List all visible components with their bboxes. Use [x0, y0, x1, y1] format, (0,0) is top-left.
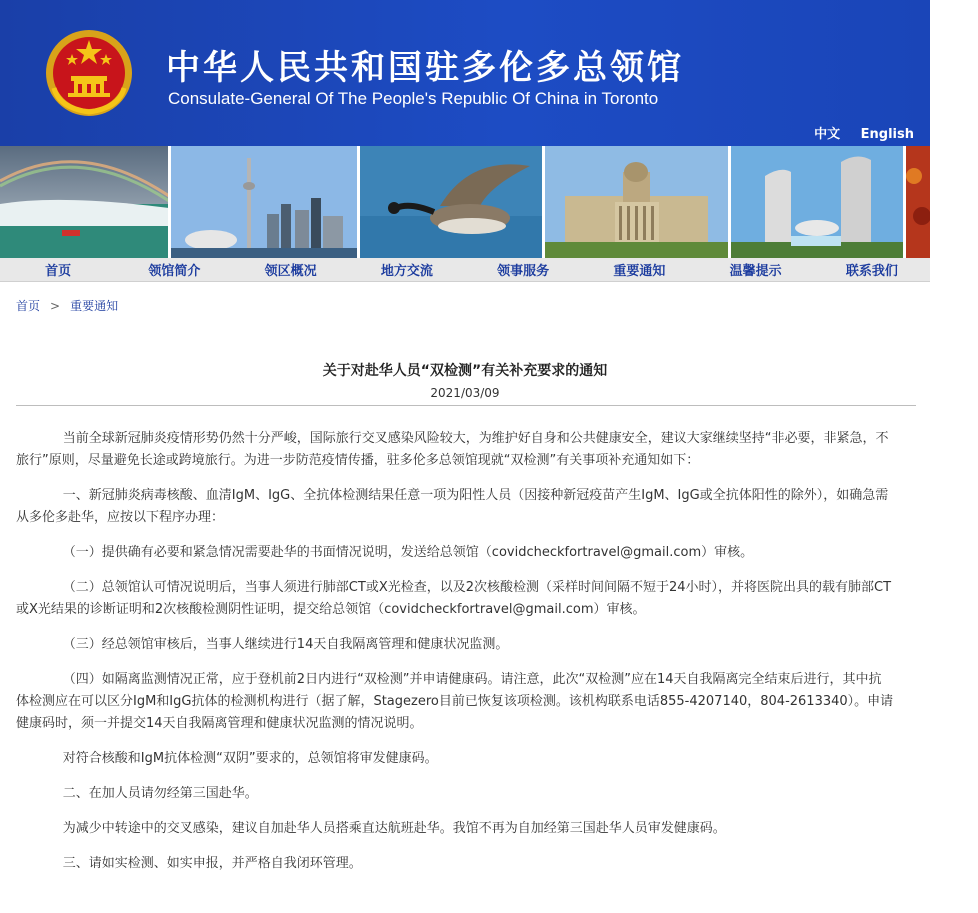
photo-strip: [0, 146, 930, 258]
article-paragraph: （一）提供确有必要和紧急情况需要赴华的书面情况说明，发送给总领馆（covidcheckfortravel@gmail.com）审核。: [62, 545, 754, 560]
site-title-en: Consulate-General Of The People's Republic Of China in Toronto: [168, 89, 659, 108]
city-hall-photo: [731, 146, 903, 258]
canada-goose-photo: [360, 146, 542, 258]
breadcrumb-home[interactable]: 首页: [16, 299, 41, 313]
nav-home[interactable]: 首页: [45, 264, 72, 279]
site-header: [0, 0, 930, 146]
title-divider: [16, 405, 916, 406]
national-emblem-icon: [44, 28, 134, 118]
lang-english-link[interactable]: English: [860, 127, 914, 142]
article-title: 关于对赴华人员“双检测”有关补充要求的通知: [322, 363, 608, 379]
nav-local-exchange[interactable]: 地方交流: [380, 264, 433, 279]
article-paragraph: 二、在加人员请勿经第三国赴华。: [62, 786, 258, 801]
breadcrumb: [16, 297, 118, 314]
article-paragraph: （三）经总领馆审核后，当事人继续进行14天自我隔离管理和健康状况监测。: [62, 637, 509, 652]
article-paragraph: 一、新冠肺炎病毒核酸、血清IgM、IgG、全抗体检测结果任意一项为阳性人员（因接种新冠疫苗产生IgM、IgG或全抗体阳性的除外），如确急需从多伦多赴华，应按以下程序办理：: [16, 488, 889, 525]
legislature-building-photo: [545, 146, 727, 258]
article-paragraph: （二）总领馆认可情况说明后，当事人须进行肺部CT或X光检查，以及2次核酸检测（采样时间间隔不短于24小时），并将医院出具的载有肺部CT或X光结果的诊断证明和2次核酸检测阴性证明，提交给总领馆（covidcheckfortravel@gmail.com）审核。: [16, 580, 892, 617]
nav-important-notices[interactable]: 重要通知: [613, 264, 666, 279]
page: [0, 0, 930, 279]
article-body: [16, 428, 894, 888]
article-paragraph: 三、请如实检测、如实申报，并严格自我闭环管理。: [62, 856, 362, 871]
nav-reminders[interactable]: 温馨提示: [729, 264, 782, 279]
toronto-skyline-cn-tower-photo: [171, 146, 356, 258]
breadcrumb-current[interactable]: 重要通知: [70, 299, 119, 313]
autumn-leaves-photo: [906, 146, 930, 258]
language-switcher: [798, 123, 914, 142]
breadcrumb-separator: >: [50, 299, 61, 313]
lang-chinese-link[interactable]: 中文: [814, 127, 841, 142]
article-paragraph: （四）如隔离监测情况正常，应于登机前2日内进行“双检测”并申请健康码。请注意，此次“双检测”应在14天自我隔离完全结束后进行，其中抗体检测应在可以区分IgM和IgG抗体的检测机构进行（据了解，Stagezero目前已恢复该项检测。该机构联系电话855-4207140，804-2613340）。申请健康码时，须一并提交14天自我隔离管理和健康状况监测的情况说明。: [16, 672, 894, 731]
site-title-cn: 中华人民共和国驻多伦多总领馆: [166, 48, 684, 88]
niagara-falls-rainbow-photo: [0, 146, 168, 258]
nav-consular-district[interactable]: 领区概况: [264, 264, 317, 279]
nav-contact-us[interactable]: 联系我们: [845, 264, 898, 279]
article-date: 2021/03/09: [430, 386, 500, 400]
article-paragraph: 为减少中转途中的交叉感染，建议自加赴华人员搭乘直达航班赴华。我馆不再为自加经第三国赴华人员审发健康码。: [62, 821, 726, 836]
article-paragraph: 对符合核酸和IgM抗体检测“双阴”要求的，总领馆将审发健康码。: [62, 751, 438, 766]
main-nav: [0, 258, 930, 282]
nav-consulate-intro[interactable]: 领馆简介: [148, 264, 201, 279]
article-paragraph: 当前全球新冠肺炎疫情形势仍然十分严峻，国际旅行交叉感染风险较大，为维护好自身和公共健康安全，建议大家继续坚持“非必要，非紧急，不旅行”原则，尽量避免长途或跨境旅行。为进一步防范疫情传播，驻多伦多总领馆现就“双检测”有关事项补充通知如下：: [16, 431, 889, 468]
nav-consular-services[interactable]: 领事服务: [497, 264, 550, 279]
